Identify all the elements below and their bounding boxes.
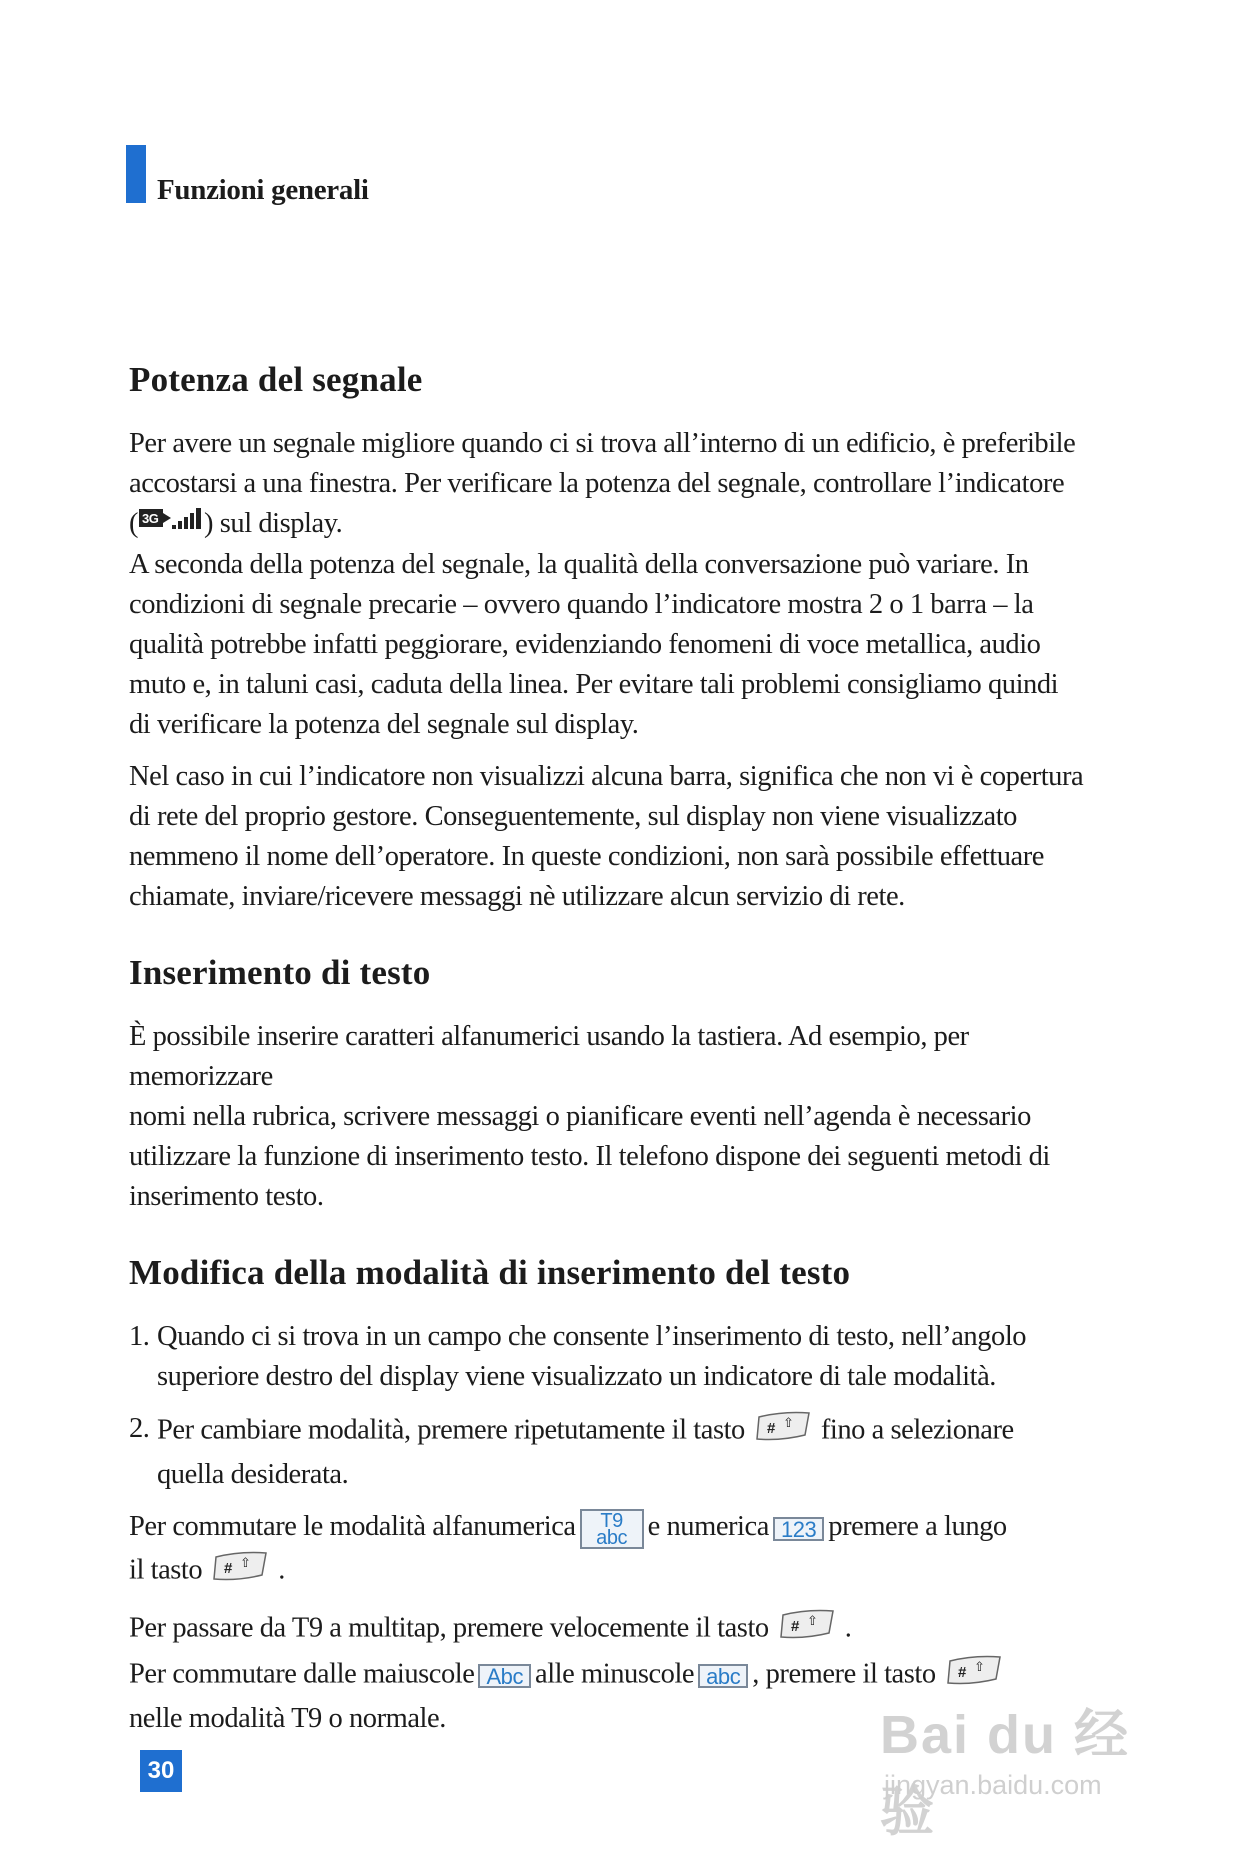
page-content <box>129 358 1109 1739</box>
heading-text-input: Inserimento di testo <box>129 953 431 993</box>
watermark <box>880 1682 1180 1842</box>
heading-input-mode: Modifica della modalità di inserimento del testo <box>129 1253 851 1293</box>
svg-text:#: # <box>224 1559 233 1577</box>
signal-strength-icon <box>138 505 204 545</box>
svg-text:⇧: ⇧ <box>782 1416 794 1432</box>
watermark-url: jingyan.baidu.com <box>884 1770 1102 1800</box>
svg-text:#: # <box>766 1420 775 1438</box>
svg-text:3G: 3G <box>142 511 159 527</box>
paragraph-alnum: Per commutare le modalità alfanumerica T9 abc e numerica 123 premere a lungo il tasto # ⇧ . <box>129 1507 1109 1594</box>
heading-signal: Potenza del segnale <box>129 360 423 399</box>
numeric-mode-icon: 123 <box>773 1517 824 1541</box>
hash-key-icon <box>777 1607 837 1653</box>
svg-text:⇧: ⇧ <box>973 1659 985 1675</box>
watermark-logo: Bai du 经验 <box>880 1705 1131 1842</box>
header-title: Funzioni generali <box>157 174 369 206</box>
paragraph-signal-1: Per avere un segnale migliore quando ci si trova all’interno di un edificio, è preferibile accostarsi a una finestra. Per verificare la potenza del segnale, controllare l’indicatore ( 3G ) sul display. A seconda della potenza del segnale, la qualità della conversazione può variare. In condizioni di segnale precarie – ovvero quando l’indicatore mostra 2 o 1 barra – la qualità potrebbe infatti peggiorare, evidenziando fenomeni di voce metallica, audio muto e, in taluni casi, caduta della linea. Per evitare tali problemi consigliamo quindi di verificare la potenza del segnale sul display. <box>129 428 1076 741</box>
svg-text:⇧: ⇧ <box>240 1555 251 1571</box>
steps-list <box>129 1317 1109 1495</box>
paragraph-t9-case: Per passare da T9 a multitap, premere velocemente il tasto # ⇧ . Per commutare dalle maiuscole Abc alle minuscole abc , premere il tasto # ⇧ nelle modalità T9 o normale. <box>129 1607 1109 1739</box>
page-number: 30 <box>140 1750 182 1792</box>
lowercase-mode-icon: abc <box>698 1664 748 1688</box>
hash-key-icon <box>210 1549 270 1595</box>
hash-key-icon <box>753 1409 813 1455</box>
paragraph-signal-2: Nel caso in cui l’indicatore non visualizzi alcuna barra, significa che non vi è copertura di rete del proprio gestore. Conseguentemente, sul display non viene visualizzato nemmeno il nome dell’operatore. In queste condizioni, non sarà possibile effettuare chiamate, inviare/ricevere messaggi nè utilizzare alcun servizio di rete. <box>129 761 1084 913</box>
uppercase-mode-icon: Abc <box>478 1664 531 1688</box>
svg-text:#: # <box>957 1663 966 1681</box>
list-item: 2. Per cambiare modalità, premere ripetutamente il tasto # ⇧ fino a selezionare quella desiderata. <box>129 1409 1109 1495</box>
t9-mode-icon: T9 abc <box>580 1509 644 1549</box>
list-item: 1. Quando ci si trova in un campo che consente l’inserimento di testo, nell’angolo superiore destro del display viene visualizzato un indicatore di tale modalità. <box>129 1321 1027 1393</box>
svg-text:⇧: ⇧ <box>806 1613 818 1629</box>
header-accent-bar <box>126 145 146 203</box>
paragraph-text-input: È possibile inserire caratteri alfanumerici usando la tastiera. Ad esempio, per memorizzare nomi nella rubrica, scrivere messaggi o pianificare eventi nell’agenda è necessario utilizzare la funzione di inserimento testo. Il telefono dispone dei seguenti metodi di inserimento testo. <box>129 1021 1050 1213</box>
svg-text:#: # <box>790 1617 799 1635</box>
